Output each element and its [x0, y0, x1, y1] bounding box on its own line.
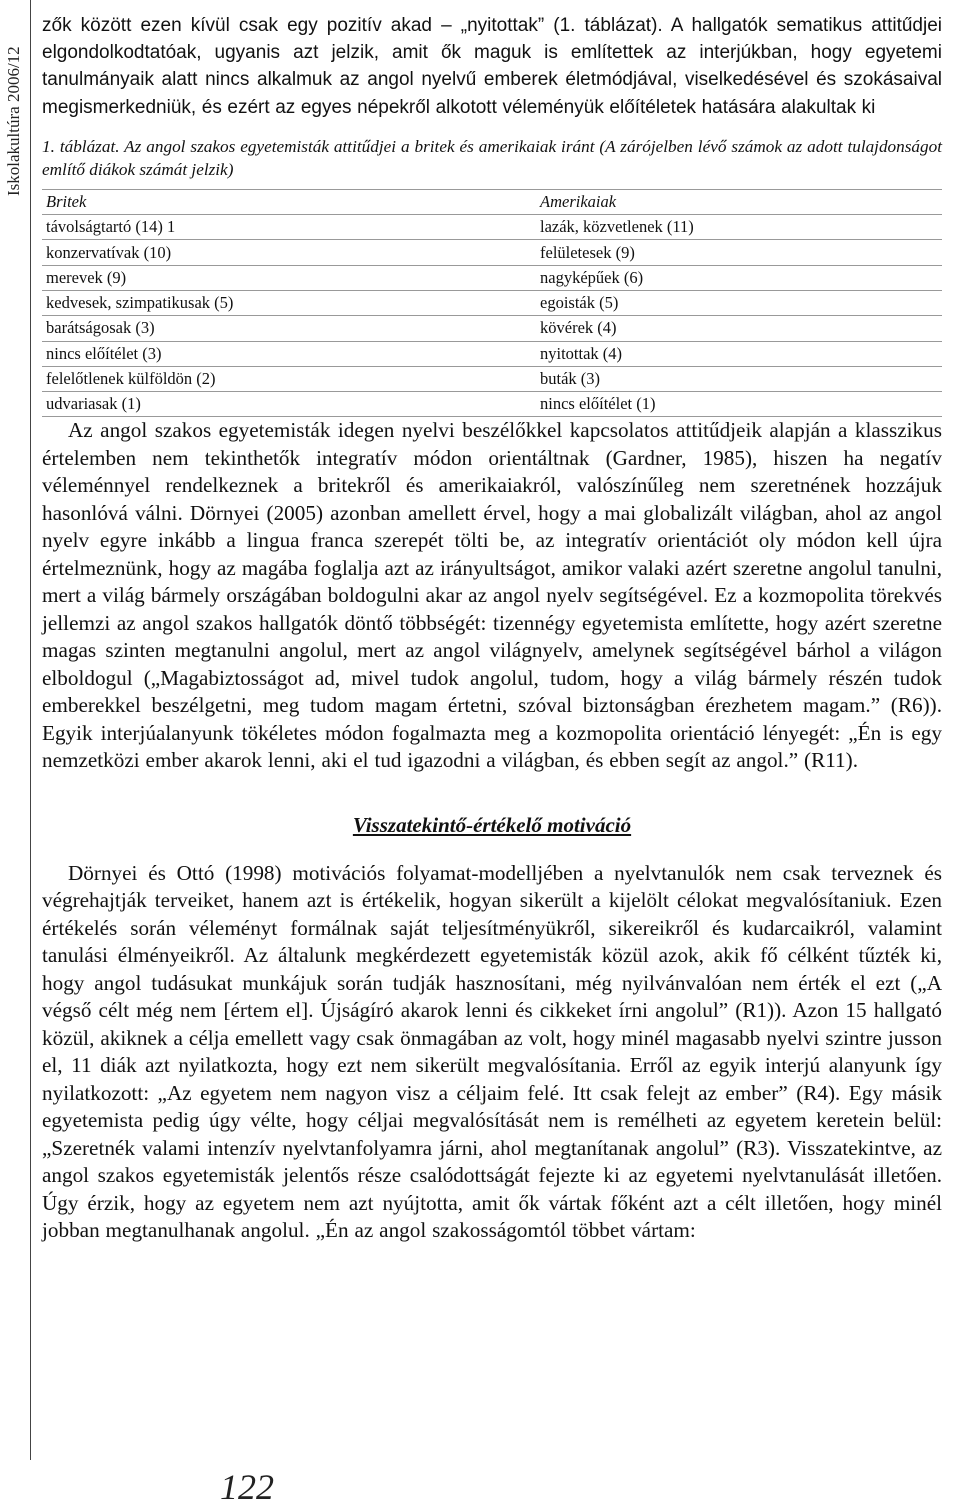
table-cell-amerikaiak: kövérek (4): [536, 316, 942, 341]
table-cell-britek: barátságosak (3): [42, 316, 536, 341]
table-row: [42, 366, 942, 391]
body-paragraph: Az angol szakos egyetemisták idegen nyelvi beszélőkkel kapcsolatos attitűdjeik alapján a klasszikus értelemben nem tekinthetők integratív módon orientáltnak (Gardner, 1985), hiszen ha negatív véleménnyel rendelkeznek a britekről és amerikaiakról, valószínűleg nem szeretnének hozzájuk hasonlóvá válni. Dörnyei (2005) azonban amellett érvel, hogy a mai globalizált világban, ahol az angol nyelv egyre inkább a lingua franca szerepét tölti be, az integratív orientációt oly módon kell újra értelmeznünk, hogy az magába foglalja azt az irányultságot, amikor valaki azért szeretne angolul tanulni, mert a világ bármely országában boldogulni akar az angol nyelv segítségével. Ez a kozmopolita törekvés jellemzi az angol szakos hallgatók döntő többségét: tizennégy egyetemista említette, hogy azért szeretne magas szinten megtanulni angolul, mert az angol világnyelv, amelynek segítségével bárhol a világon elboldogul („Magabiztosságot ad, mivel tudok angolul, tudom, hogy a világ bármely részén tudok emberekkel beszélgetni, meg tudom magam értetni, szóval biztonságban érezhetem magam.” (R6)). Egyik interjúalanyunk tökéletes módon fogalmazta meg a kozmopolita orientáció lényegét: „Én is egy nemzetközi ember akarok lenni, aki el tud igazodni a világban, és ebben segít az angol.” (R11).: [42, 418, 942, 773]
running-head: [0, 0, 31, 1460]
table-row: [42, 215, 942, 240]
table-cell-britek: merevek (9): [42, 265, 536, 290]
running-head-text: Iskolakultúra 2006/12: [4, 46, 23, 196]
table-row: [42, 316, 942, 341]
table-row: [42, 265, 942, 290]
attitudes-table: [42, 189, 942, 418]
table-cell-amerikaiak: felületesek (9): [536, 240, 942, 265]
table-row: [42, 291, 942, 316]
table-cell-britek: nincs előítélet (3): [42, 341, 536, 366]
table-row: [42, 341, 942, 366]
table-cell-britek: felelőtlenek külföldön (2): [42, 366, 536, 391]
table-cell-britek: konzervatívak (10): [42, 240, 536, 265]
table-cell-amerikaiak: nyitottak (4): [536, 341, 942, 366]
table-row: [42, 392, 942, 417]
header-amerikaiak: Amerikaiak: [536, 189, 942, 214]
table-cell-britek: udvariasak (1): [42, 392, 536, 417]
intro-paragraph: zők között ezen kívül csak egy pozitív akad – „nyitottak” (1. táblázat). A hallgatók sematikus attitűdjei elgondolkodtatóak, ugyanis azt jelzik, amit ők maguk is említettek az interjúkban, hogy egyetemi tanulmányaik alatt nincs alkalmuk az angol nyelvű emberek életmódjával, viselkedésével és szokásaival megismerkedniük, és ezért az egyes népekről alkotott véleményük előítéletek hatására alakultak ki: [42, 15, 942, 118]
table-row: [42, 240, 942, 265]
table-cell-amerikaiak: egoisták (5): [536, 291, 942, 316]
table-header-row: [42, 189, 942, 214]
table-cell-britek: kedvesek, szimpatikusak (5): [42, 291, 536, 316]
page-number: 122: [220, 1467, 274, 1507]
section-heading: Visszatekintő-értékelő motiváció: [352, 812, 632, 837]
table-cell-amerikaiak: buták (3): [536, 366, 942, 391]
table-caption: 1. táblázat. Az angol szakos egyetemisták attitűdjei a britek és amerikaiak iránt (A zárójelben lévő számok az adott tulajdonságot említő diákok számát jelzik): [42, 136, 942, 179]
body-paragraph: Dörnyei és Ottó (1998) motivációs folyamat-modelljében a nyelvtanulók nem csak terveznek és végrehajtják terveiket, hanem azt is értékelik, hogyan sikerült a kijelölt célokat megvalósítaniuk. Ezen értékelés során véleményt formálnak saját teljesítményükről, sikereikről és kudarcaikról, valamint tanulási élményeikről. Az általunk megkérdezett egyetemisták közül azok, akik fő célként tűzték ki, hogy angol tudásukat munkájuk során tudják hasznosítani, még nyilvánvalóan nem érték el ezt („A végső célt még nem [értem el]. Újságíró akarok lenni és cikkeket írni angolul” (R1)). Azon 15 hallgató közül, akiknek a célja emellett vagy csak önmagában az volt, hogy minél magasabb nyelvi szintre jusson el, 11 diák azt nyilatkozta, hogy ezt nem sikerült megvalósítania. Erről az egyik interjú alanyunk így nyilatkozott: „Az egyetem nem nagyon visz a céljaim felé. Itt csak felejt az ember” (R4). Egy másik egyetemista pedig úgy vélte, hogy céljai megvalósítását nem is remélheti az egyetem keretein belül: „Szeretnék valami intenzív nyelvtanfolyamra járni, ahol megtanítanak angolul” (R3). Visszatekintve, az angol szakos egyetemisták jelentős része csalódottságát fejezte ki az egyetemi nyelvtanulását illetően. Úgy érzik, hogy az egyetem nem azt nyújtotta, amit ők vártak főként azt a célt illetően, hogy minél jobban megtanulhanak angolul. „Én az angol szakosságomtól többet vártam:: [42, 860, 942, 1243]
table-cell-amerikaiak: nagyképűek (6): [536, 265, 942, 290]
table-cell-amerikaiak: nincs előítélet (1): [536, 392, 942, 417]
page-content: [42, 12, 942, 1245]
header-britek: Britek: [42, 189, 536, 214]
table-cell-britek: távolságtartó (14) 1: [42, 215, 536, 240]
table-cell-amerikaiak: lazák, közvetlenek (11): [536, 215, 942, 240]
